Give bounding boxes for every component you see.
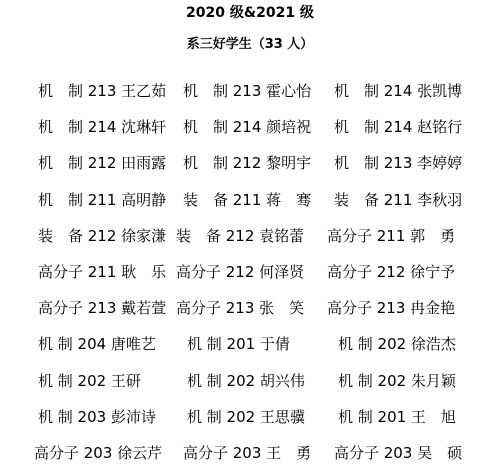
student-entry: 高分子 212 徐宁予	[327, 262, 456, 281]
student-entry: 机 制 201 王 旭	[338, 407, 456, 426]
student-entry: 机 制 202 王思骥	[187, 407, 305, 426]
section-subtitle: 系三好学生（33 人）	[186, 37, 314, 52]
student-entry: 机 制 202 朱月颖	[338, 371, 456, 390]
student-entry: 机 制 202 徐浩杰	[338, 335, 456, 354]
student-entry: 机 制 213 王乙茹	[38, 82, 167, 100]
student-entry: 高分子 213 张 笑	[176, 299, 305, 318]
student-entry: 高分子 212 何泽贤	[176, 262, 305, 281]
student-row	[0, 78, 500, 114]
student-row	[0, 150, 500, 186]
student-entry: 机 制 213 霍心怡	[183, 82, 312, 100]
student-entry: 装 备 211 蒋 骞	[183, 190, 312, 209]
student-entry: 机 制 204 唐唯艺	[38, 335, 156, 354]
student-entry: 机 制 214 颜培祝	[183, 118, 312, 137]
student-entry: 装 备 212 徐家溓	[38, 226, 167, 245]
student-row	[0, 114, 500, 150]
student-entry: 高分子 203 王 勇	[183, 443, 312, 462]
student-entry: 机 制 214 张凯博	[334, 82, 463, 100]
student-entry: 机 制 214 赵铭行	[334, 118, 463, 137]
student-entry: 装 备 211 李秋羽	[334, 190, 463, 209]
student-entry: 装 备 212 袁铭蕾	[176, 226, 305, 245]
student-entry: 高分子 203 吴 硕	[334, 443, 463, 462]
student-row	[0, 440, 500, 476]
student-entry: 机 制 201 于倩	[187, 335, 290, 354]
student-row	[0, 404, 500, 440]
student-row	[0, 259, 500, 295]
student-entry: 机 制 214 沈琳轩	[38, 118, 167, 137]
student-entry: 高分子 211 耿 乐	[38, 262, 167, 281]
student-list	[0, 78, 500, 476]
student-entry: 高分子 211 郭 勇	[327, 226, 456, 245]
student-entry: 机 制 212 田雨露	[38, 154, 167, 173]
student-entry: 机 制 213 李婷婷	[334, 154, 463, 173]
student-entry: 高分子 213 冉金艳	[327, 299, 456, 318]
student-row	[0, 223, 500, 259]
student-entry: 机 制 212 黎明宇	[183, 154, 312, 173]
student-entry: 机 制 202 王研	[38, 371, 141, 390]
student-row	[0, 331, 500, 367]
student-row	[0, 295, 500, 331]
student-row	[0, 187, 500, 223]
student-row	[0, 368, 500, 404]
student-entry: 机 制 211 高明静	[38, 190, 167, 209]
student-entry: 机 制 203 彭沛诗	[38, 407, 156, 426]
page-title: 2020 级&2021 级	[186, 5, 314, 21]
student-entry: 高分子 203 徐云芹	[34, 443, 163, 462]
student-entry: 机 制 202 胡兴伟	[187, 371, 305, 390]
student-entry: 高分子 213 戴若萱	[38, 299, 167, 318]
